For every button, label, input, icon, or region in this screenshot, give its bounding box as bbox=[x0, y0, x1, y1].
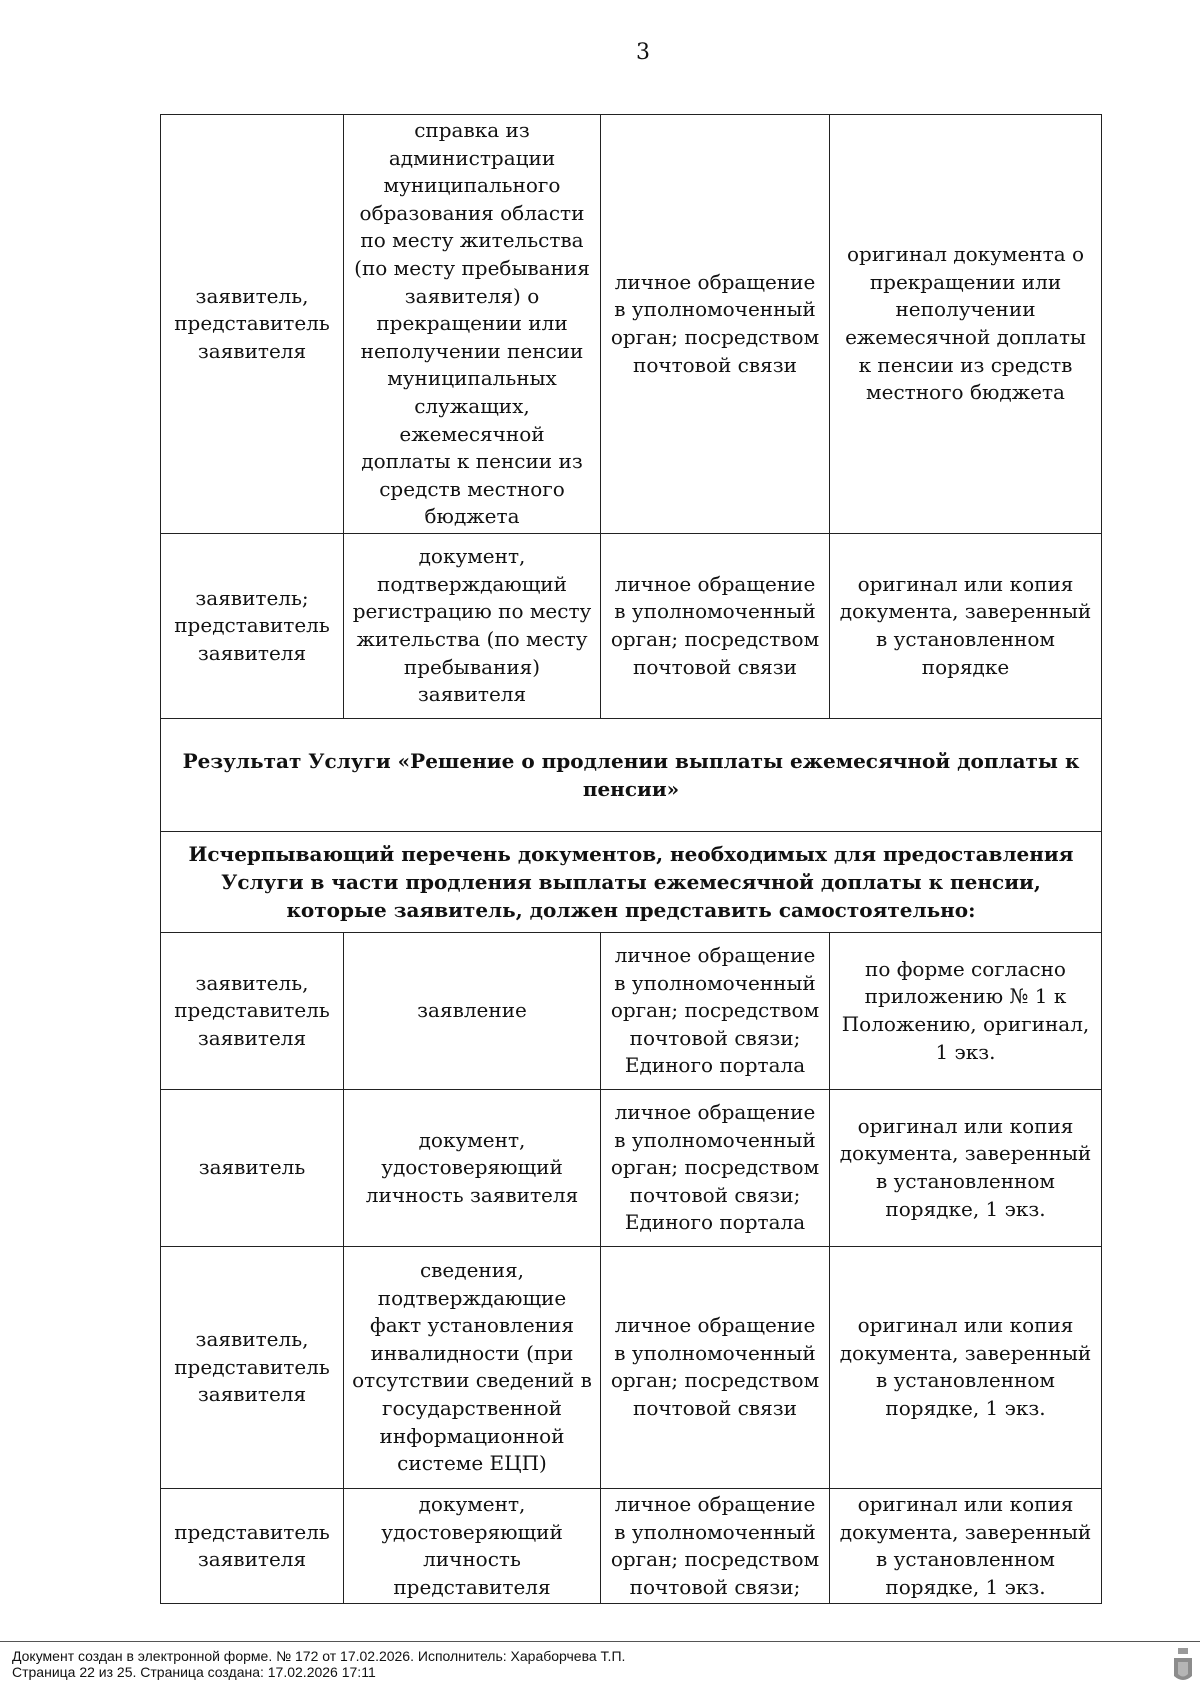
document-cell: сведения, подтверждающие факт установления инвалидности (при отсутствии сведений в государственной информационной системе ЕЦП) bbox=[344, 1246, 601, 1488]
applicant-cell: заявитель bbox=[161, 1089, 344, 1246]
documents-list-heading: Исчерпывающий перечень документов, необходимых для предоставления Услуги в части продления выплаты ежемесячной доплаты к пенсии, которые заявитель, должен представить самостоятельно: bbox=[161, 831, 1102, 932]
table-row bbox=[161, 1089, 1102, 1246]
submission-method-cell: личное обращение в уполномоченный орган; посредством почтовой связи bbox=[601, 1246, 830, 1488]
document-footer bbox=[12, 1648, 625, 1680]
table-row bbox=[161, 533, 1102, 718]
applicant-cell: заявитель, представитель заявителя bbox=[161, 115, 344, 534]
submission-method-cell: личное обращение в уполномоченный орган; посредством почтовой связи bbox=[601, 115, 830, 534]
document-form-cell: по форме согласно приложению № 1 к Положению, оригинал, 1 экз. bbox=[830, 932, 1102, 1089]
document-cell: документ, подтверждающий регистрацию по месту жительства (по месту пребывания) заявителя bbox=[344, 533, 601, 718]
applicant-cell: заявитель, представитель заявителя bbox=[161, 1246, 344, 1488]
submission-method-cell: личное обращение в уполномоченный орган; посредством почтовой связи; bbox=[601, 1488, 830, 1603]
page-number: 3 bbox=[636, 40, 650, 65]
table-row bbox=[161, 1488, 1102, 1603]
section-heading-row bbox=[161, 831, 1102, 932]
applicant-cell: заявитель; представитель заявителя bbox=[161, 533, 344, 718]
footer-divider bbox=[0, 1641, 1200, 1642]
document-cell: документ, удостоверяющий личность представителя bbox=[344, 1488, 601, 1603]
footer-line-document-info: Документ создан в электронной форме. № 172 от 17.02.2026. Исполнитель: Хараборчева Т.П. bbox=[12, 1648, 626, 1664]
applicant-cell: представитель заявителя bbox=[161, 1488, 344, 1603]
document-cell: справка из администрации муниципального образования области по месту жительства (по месту пребывания заявителя) о прекращении или неполучении пенсии муниципальных служащих, ежемесячной доплаты к пенсии из средств местного бюджета bbox=[344, 115, 601, 534]
document-form-cell: оригинал или копия документа, заверенный в установленном порядке, 1 экз. bbox=[830, 1089, 1102, 1246]
coat-of-arms-icon bbox=[1172, 1648, 1194, 1684]
section-heading-row bbox=[161, 718, 1102, 831]
document-cell: заявление bbox=[344, 932, 601, 1089]
table-row bbox=[161, 932, 1102, 1089]
document-form-cell: оригинал документа о прекращении или неполучении ежемесячной доплаты к пенсии из средств местного бюджета bbox=[830, 115, 1102, 534]
table-row bbox=[161, 115, 1102, 534]
footer-line-page-info: Страница 22 из 25. Страница создана: 17.02.2026 17:11 bbox=[12, 1664, 376, 1680]
applicant-cell: заявитель, представитель заявителя bbox=[161, 932, 344, 1089]
document-form-cell: оригинал или копия документа, заверенный в установленном порядке, 1 экз. bbox=[830, 1246, 1102, 1488]
document-cell: документ, удостоверяющий личность заявителя bbox=[344, 1089, 601, 1246]
submission-method-cell: личное обращение в уполномоченный орган; посредством почтовой связи; Единого портала bbox=[601, 932, 830, 1089]
documents-table bbox=[160, 114, 1102, 1604]
document-form-cell: оригинал или копия документа, заверенный в установленном порядке, 1 экз. bbox=[830, 1488, 1102, 1603]
submission-method-cell: личное обращение в уполномоченный орган; посредством почтовой связи; Единого портала bbox=[601, 1089, 830, 1246]
table-row bbox=[161, 1246, 1102, 1488]
document-form-cell: оригинал или копия документа, заверенный в установленном порядке bbox=[830, 533, 1102, 718]
result-heading: Результат Услуги «Решение о продлении выплаты ежемесячной доплаты к пенсии» bbox=[161, 718, 1102, 831]
submission-method-cell: личное обращение в уполномоченный орган; посредством почтовой связи bbox=[601, 533, 830, 718]
